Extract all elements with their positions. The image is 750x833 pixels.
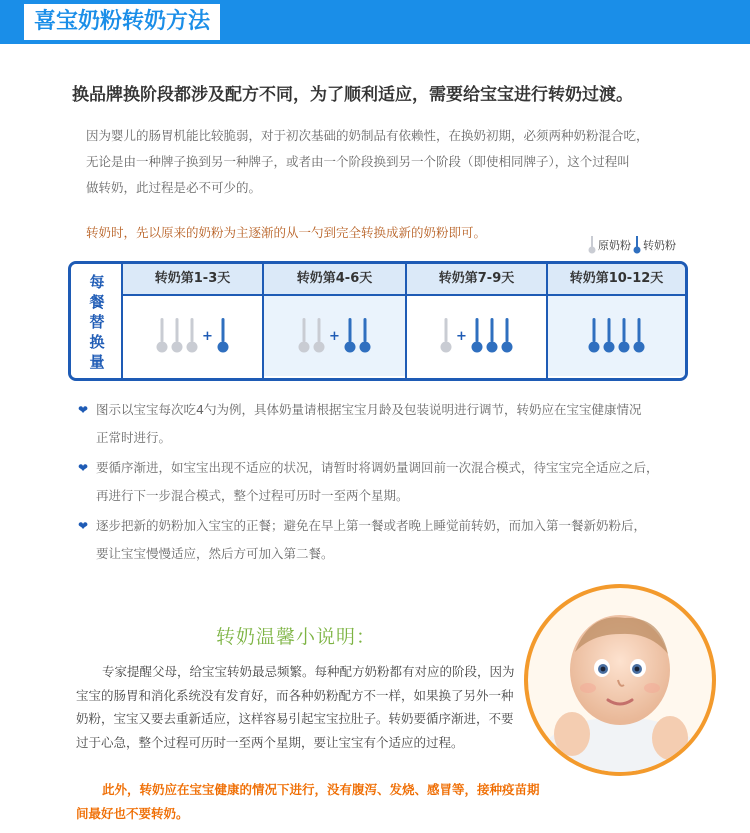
table-column xyxy=(548,264,685,378)
column-header: 转奶第4-6天 xyxy=(264,264,405,296)
new-formula-spoon-icon xyxy=(603,318,615,354)
new-formula-spoon-icon xyxy=(633,318,645,354)
old-formula-spoon-icon xyxy=(298,318,310,354)
intro-paragraph xyxy=(86,123,706,201)
heart-icon: ❤ xyxy=(78,403,89,417)
table-column xyxy=(407,264,548,378)
new-formula-spoon-icon xyxy=(217,318,229,354)
tips-title: 转奶温馨小说明： xyxy=(216,626,377,648)
intro-line-2: 无论是由一种牌子换到另一种牌子，或者由一个阶段换到另一个阶段（即使相同牌子），这个过程叫 xyxy=(86,154,630,169)
new-formula-spoon-icon xyxy=(359,318,371,354)
intro-line-3: 做转奶，此过程是必不可少的。 xyxy=(86,180,262,195)
plus-icon: + xyxy=(456,328,467,344)
column-header: 转奶第10-12天 xyxy=(548,264,685,296)
note-line: 再进行下一步混合模式，整个过程可历时一至两个星期。 xyxy=(96,488,409,503)
spoon-cell xyxy=(264,296,405,376)
legend-old-label: 原奶粉 xyxy=(598,239,631,252)
spoon-cell xyxy=(407,296,546,376)
new-formula-spoon-icon xyxy=(471,318,483,354)
transition-table xyxy=(68,261,688,381)
spoon-cell xyxy=(548,296,685,376)
plus-icon: + xyxy=(329,328,340,344)
note-line: 图示以宝宝每次吃4勺为例，具体奶量请根据宝宝月龄及包装说明进行调节，转奶应在宝宝健康情况 xyxy=(96,402,642,417)
new-formula-spoon-icon xyxy=(486,318,498,354)
list-item xyxy=(78,396,708,452)
old-formula-spoon-icon xyxy=(171,318,183,354)
old-formula-spoon-icon xyxy=(156,318,168,354)
spoon-legend xyxy=(588,236,676,254)
old-formula-spoon-icon xyxy=(588,236,596,254)
old-formula-spoon-icon xyxy=(440,318,452,354)
old-formula-spoon-icon xyxy=(186,318,198,354)
plus-icon: + xyxy=(202,328,213,344)
headline: 换品牌换阶段都涉及配方不同，为了顺利适应，需要给宝宝进行转奶过渡。 xyxy=(72,85,633,105)
column-header: 转奶第7-9天 xyxy=(407,264,546,296)
row-label-char: 换 xyxy=(89,333,105,351)
tips-body: 专家提醒父母，给宝宝转奶最忌频繁。每种配方奶粉都有对应的阶段，因为宝宝的肠胃和消化系统没有发育好，而各种奶粉配方不一样，如果换了另外一种奶粉，宝宝又要去重新适应，这样容易引起宝宝拉肚子。转奶要循序渐进，不要过于心急，整个过程可历时一至两个星期，要让宝宝有个适应的过程。 xyxy=(76,664,515,750)
row-label-char: 替 xyxy=(89,313,105,331)
heart-icon: ❤ xyxy=(78,461,89,475)
legend-new-label: 转奶粉 xyxy=(643,239,676,252)
page-title: 喜宝奶粉转奶方法 xyxy=(24,4,220,40)
row-label xyxy=(71,264,123,378)
new-formula-spoon-icon xyxy=(633,236,641,254)
column-header: 转奶第1-3天 xyxy=(123,264,262,296)
note-line: 要循序渐进，如宝宝出现不适应的状况，请暂时将调奶量调回前一次混合模式，待宝宝完全适应之后， xyxy=(96,460,659,475)
note-line: 逐步把新的奶粉加入宝宝的正餐；避免在早上第一餐或者晚上睡觉前转奶，而加入第一餐新奶粉后， xyxy=(96,518,647,533)
new-formula-spoon-icon xyxy=(588,318,600,354)
baby-photo xyxy=(520,582,720,778)
row-label-char: 量 xyxy=(89,353,105,371)
old-formula-spoon-icon xyxy=(313,318,325,354)
list-item xyxy=(78,512,708,568)
table-column xyxy=(123,264,264,378)
note-line: 要让宝宝慢慢适应，然后方可加入第二餐。 xyxy=(96,546,334,561)
row-label-char: 每 xyxy=(89,273,105,291)
heart-icon: ❤ xyxy=(78,519,89,533)
new-formula-spoon-icon xyxy=(618,318,630,354)
new-formula-spoon-icon xyxy=(501,318,513,354)
spoon-cell xyxy=(123,296,262,376)
row-label-char: 餐 xyxy=(89,293,105,311)
tips-warning: 此外，转奶应在宝宝健康的情况下进行，没有腹泻、发烧、感冒等，接种疫苗期间最好也不要转奶。 xyxy=(76,782,540,821)
intro-line-1: 因为婴儿的肠胃机能比较脆弱，对于初次基础的奶制品有依赖性，在换奶初期，必须两种奶粉混合吃， xyxy=(86,128,649,143)
note-line: 正常时进行。 xyxy=(96,430,172,445)
header-bar xyxy=(0,0,750,44)
new-formula-spoon-icon xyxy=(344,318,356,354)
notes-list xyxy=(78,396,708,570)
intro-highlight: 转奶时，先以原来的奶粉为主逐渐的从一勺到完全转换成新的奶粉即可。 xyxy=(86,225,487,240)
list-item xyxy=(78,454,708,510)
table-column xyxy=(264,264,407,378)
